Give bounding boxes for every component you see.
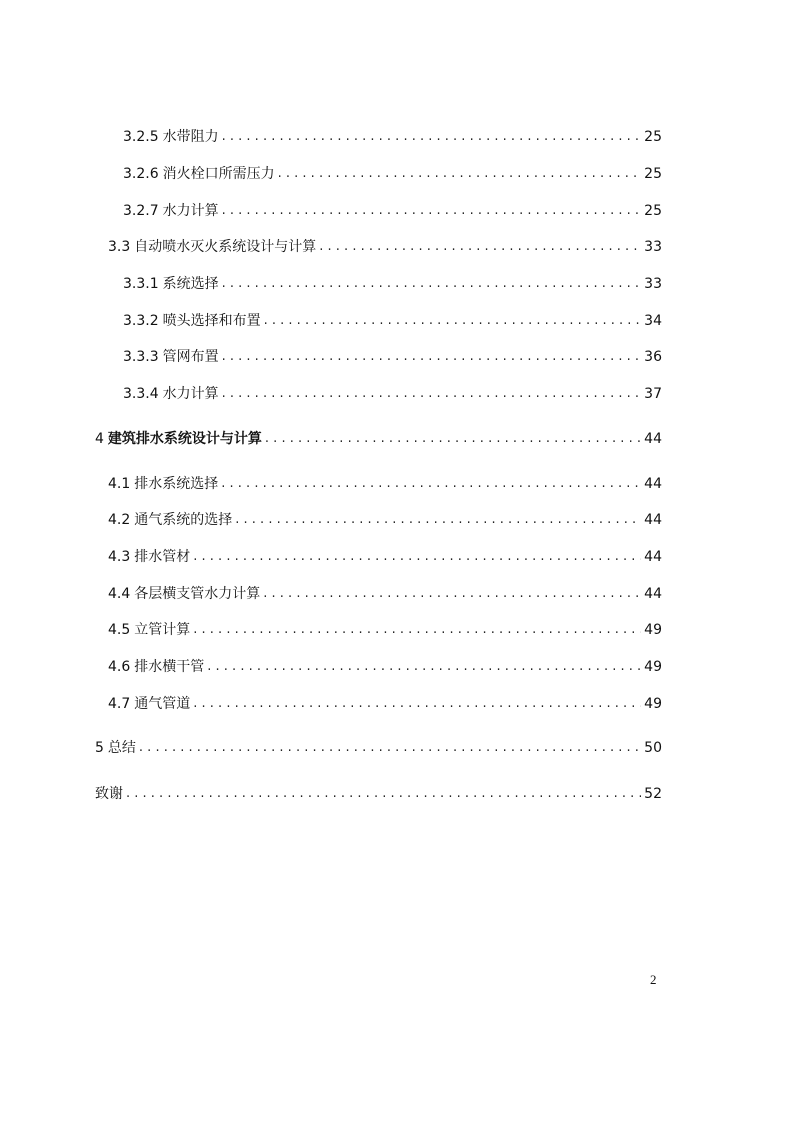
toc-entry-number: 3.3.1 (123, 276, 159, 292)
page-number: 2 (650, 972, 657, 987)
toc-entry[interactable] (0, 200, 662, 222)
toc-entry-number: 3.2.5 (123, 129, 159, 145)
toc-entry[interactable] (0, 656, 662, 678)
toc-dot-leader (222, 346, 642, 368)
toc-entry-title: 通气系统的选择 (134, 512, 233, 528)
toc-entry-page: 25 (644, 166, 662, 182)
toc-entry-title: 致谢 (95, 786, 123, 802)
toc-entry-page: 33 (644, 276, 662, 292)
toc-entry[interactable] (0, 273, 662, 295)
toc-entry-title: 排水管材 (134, 549, 191, 565)
toc-entry-title: 总结 (107, 740, 136, 756)
toc-entry-page: 44 (644, 586, 662, 602)
toc-dot-leader (265, 428, 641, 450)
toc-entry-page: 49 (644, 622, 662, 638)
toc-entry-page: 49 (644, 696, 662, 712)
toc-entry-title: 排水横干管 (134, 659, 205, 675)
toc-entry[interactable] (0, 783, 662, 805)
toc-entry-title: 通气管道 (134, 696, 191, 712)
toc-entry-number: 4.1 (108, 476, 131, 492)
toc-dot-leader (193, 619, 641, 641)
toc-entry-page: 37 (644, 386, 662, 402)
toc-entry-page: 50 (644, 740, 662, 756)
toc-dot-leader (222, 126, 642, 148)
toc-entry-title: 消火栓口所需压力 (162, 166, 275, 182)
toc-entry[interactable] (0, 126, 662, 148)
toc-entry-page: 44 (644, 476, 662, 492)
toc-entry-title: 水力计算 (162, 386, 219, 402)
toc-entry[interactable] (0, 546, 662, 568)
toc-entry-number: 3.3.3 (123, 349, 159, 365)
toc-entry-title: 各层横支管水力计算 (134, 586, 261, 602)
toc-entry[interactable] (0, 473, 662, 495)
toc-entry[interactable] (0, 163, 662, 185)
toc-entry[interactable] (0, 346, 662, 368)
toc-entry-number: 4.2 (108, 512, 131, 528)
toc-entry-page: 49 (644, 659, 662, 675)
toc-dot-leader (222, 273, 642, 295)
toc-entry[interactable] (0, 236, 662, 258)
toc-entry-title: 系统选择 (162, 276, 219, 292)
toc-entry-title: 管网布置 (162, 349, 219, 365)
toc-dot-leader (235, 509, 641, 531)
toc-entry-page: 34 (644, 313, 662, 329)
toc-dot-leader (278, 163, 642, 185)
toc-entry[interactable] (0, 428, 662, 450)
toc-dot-leader (139, 737, 641, 759)
toc-entry-title: 自动喷水灭火系统设计与计算 (134, 239, 317, 255)
toc-entry[interactable] (0, 583, 662, 605)
toc-entry-title: 水力计算 (162, 203, 219, 219)
toc-entry[interactable] (0, 619, 662, 641)
toc-entry-page: 44 (644, 512, 662, 528)
toc-entry-page: 44 (644, 549, 662, 565)
toc-dot-leader (193, 693, 641, 715)
toc-entry-number: 3.3.2 (123, 313, 159, 329)
toc-entry-number: 3.2.7 (123, 203, 159, 219)
toc-entry-page: 25 (644, 129, 662, 145)
toc-dot-leader (319, 236, 641, 258)
toc-entry-number: 4.4 (108, 586, 131, 602)
toc-entry-title: 排水系统选择 (134, 476, 219, 492)
toc-entry-number: 3.2.6 (123, 166, 159, 182)
toc-dot-leader (193, 546, 641, 568)
toc-entry-page: 36 (644, 349, 662, 365)
toc-entry-number: 3.3.4 (123, 386, 159, 402)
toc-entry[interactable] (0, 310, 662, 332)
toc-dot-leader (222, 200, 642, 222)
toc-dot-leader (222, 383, 642, 405)
toc-entry-number: 4.6 (108, 659, 131, 675)
toc-entry-title: 建筑排水系统设计与计算 (107, 431, 262, 447)
toc-entry-page: 33 (644, 239, 662, 255)
toc-entry-title: 水带阻力 (162, 129, 219, 145)
toc-entry-number: 4.5 (108, 622, 131, 638)
toc-dot-leader (207, 656, 641, 678)
toc-entry[interactable] (0, 383, 662, 405)
toc-dot-leader (263, 583, 641, 605)
toc-entry-number: 4.7 (108, 696, 131, 712)
toc-entry-title: 立管计算 (134, 622, 191, 638)
toc-entry-page: 44 (644, 431, 662, 447)
toc-entry[interactable] (0, 737, 662, 759)
toc-entry[interactable] (0, 693, 662, 715)
toc-dot-leader (221, 473, 641, 495)
toc-entry-number: 3.3 (108, 239, 131, 255)
toc-entry-number: 5 (95, 740, 104, 756)
toc-entry-title: 喷头选择和布置 (162, 313, 261, 329)
toc-entry[interactable] (0, 509, 662, 531)
toc-entry-page: 52 (644, 786, 662, 802)
toc-entry-number: 4 (95, 431, 104, 447)
toc-dot-leader (126, 783, 641, 805)
toc-dot-leader (264, 310, 642, 332)
toc-entry-number: 4.3 (108, 549, 131, 565)
toc-entry-page: 25 (644, 203, 662, 219)
